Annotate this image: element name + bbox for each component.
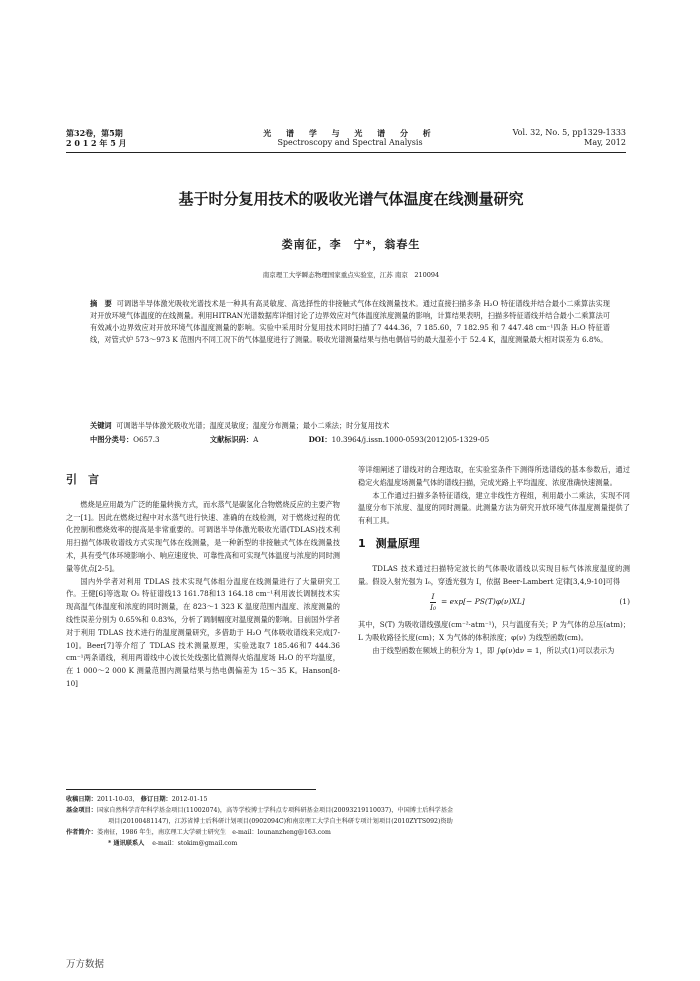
journal-name-cn: 光 谱 学 与 光 谱 分 析 (263, 128, 437, 138)
principle-paragraph-3: 由于线型函数在频域上的积分为 1，即 ∫φ(ν)dν = 1，所以式(1)可以表示为 (372, 645, 615, 655)
header-volume-line: 第32卷，第5期 (66, 128, 123, 138)
footnote-fund (66, 805, 632, 816)
equation-rhs: = exp[− PS(T)φ(ν)XL] (440, 597, 525, 607)
equation-fraction (428, 592, 438, 613)
watermark: 万方数据 (66, 959, 105, 970)
header-journal (230, 128, 470, 148)
footnote-fund-cont: 项目(20100481147)，江苏省博士后科研计划项目(0902094C)和南京理工大学自主科研专项计划项目(2010ZYTS092)资助 (108, 818, 453, 825)
intro-paragraph-3: 本工作通过扫描多条特征谱线，建立非线性方程组，利用最小二乘法，实现不同温度分布下浓度、温度的同时测量。此测量方法为研究开放环境气体温度测量提供了有利工具。 (358, 490, 630, 526)
equation-number: (1) (619, 597, 630, 607)
section-1-heading (358, 538, 630, 551)
section-1-title: 测量原理 (375, 536, 420, 550)
clc-label: 中图分类号： (90, 435, 134, 444)
intro-paragraph-2: 国内外学者对利用 TDLAS 技术实现气体组分温度在线测量进行了大量研究工作。王健[6]等选取 O₂ 特征谱线13 161.78和13 164.18 cm⁻¹利用波长调制技术实现高温气体温度和浓度的同时测量，在 823～1 323 K 温度范围内温度、浓度测量的线性误差分别为 0.65%和 0.83%，分析了调制幅度对温度测量的影响。目前国外学者对于利用 TDLAS 技术进行的温度测量研究，多借助于 H₂O 气体吸收谱线来完成[7-10]。Beer[7]等介绍了 TDLAS 技术测量原理，实验选取7 185.46和7 444.36 cm⁻¹两条谱线，利用两谱线中心波长处线强比值测得火焰温度场 H₂O 的平均温度，在 1 000～2 000 K 测量范围内测量结果与热电偶偏差为 15～35 K。Hanson[8-10] (66, 576, 340, 688)
revised-label: 修订日期： (140, 796, 172, 803)
abstract-text: 可调谐半导体激光吸收光谱技术是一种具有高灵敏度、高选择性的非接触式气体在线测量技术。通过直接扫描多条 H₂O 特征谱线并结合最小二乘算法实现对开放环境气体温度的在线测量。利用HITRAN光谱数据库详细讨论了边界效应对气体温度浓度测量的影响，计算结果表明，扫描多特征谱线并结合最小二乘算法可有效减小边界效应对开放环境气体温度测量的影响。实验中采用时分复用技术同时扫描了7 444.36，7 185.60，7 182.95 和 7 447.48 cm⁻¹四条 H₂O 特征谱线，对管式炉 573～973 K 范围内不同工况下的气体温度进行了测量。吸收光谱测量结果与热电偶信号的最大温差小于 52.4 K，温度测量最大相对误差为 6.8%。 (90, 299, 610, 344)
journal-name-en: Spectroscopy and Spectral Analysis (277, 138, 423, 147)
equation-1 (358, 592, 630, 613)
abstract-label: 摘 要 (90, 299, 112, 308)
header-rule (66, 152, 626, 153)
corr-label: * 通讯联系人 (108, 840, 145, 847)
doc-code-label: 文献标识码： (209, 435, 254, 444)
left-column (66, 464, 340, 691)
doi-value: 10.3964/j.issn.1000-0593(2012)05-1329-05 (331, 435, 490, 444)
header-volume-cn (66, 128, 127, 148)
keywords (90, 420, 610, 432)
footnote-correspondence (66, 838, 632, 849)
fund-label: 基金项目： (66, 807, 97, 814)
abstract (90, 298, 610, 346)
author-label: 作者简介： (66, 829, 97, 836)
paper-authors: 娄南征，李 宁*，翁春生 (281, 238, 421, 251)
header-date-line: 2 0 1 2 年 5 月 (66, 138, 127, 148)
intro-paragraph-1: 燃烧是应用最为广泛的能量转换方式，而水蒸气是碳氢化合物燃烧反应的主要产物之一[1]。因此在燃烧过程中对水蒸气进行快速、准确的在线检测，对于燃烧过程的优化控制和燃烧效率的提高是非常重要的。可调谐半导体激光吸收光谱(TDLAS)技术利用扫描气体吸收谱线方式实现气体在线测量，是一种新型的非接触式气体在线测量技术，具有受气体环境影响小、响应速度快、可靠性高和可实现气体温度与浓度的同时测量等优点[2-5]。 (66, 499, 340, 573)
principle-paragraph-2: 其中，S(T) 为吸收谱线强度(cm⁻²·atm⁻¹)，只与温度有关；P 为气体的总压(atm)；L 为吸收路径长度(cm)；X 为气体的体积浓度；φ(ν) 为线型函数(cm)。 (358, 620, 630, 643)
corr-email: e-mail：stokim@gmail.com (152, 840, 238, 847)
principle-paragraph-1: TDLAS 技术通过扫描特定波长的气体吸收谱线以实现目标气体浓度温度的测量。假设入射光强为 I₀，穿透光强为 I，依据 Beer-Lambert 定律[3,4,9-10]可得 (358, 563, 630, 586)
received-date: 2011-10-03， (96, 796, 139, 803)
header-volume-en-line: Vol. 32, No. 5, pp1329-1333 (512, 128, 626, 137)
clc-value: O657.3 (133, 435, 160, 444)
fund-text-1: 国家自然科学青年科学基金项目(11002074)，高等学校博士学科点专项科研基金项目(20093219110037)，中国博士后科学基金 (96, 807, 454, 814)
right-column (358, 464, 630, 658)
footnotes (66, 794, 632, 849)
paper-title: 基于时分复用技术的吸收光谱气体温度在线测量研究 (178, 190, 524, 208)
intro-paragraph-cont: 等详细阐述了谱线对的合理选取，在实验室条件下测得所选谱线的基本参数后，通过稳定火焰温度场测量气体的谱线扫描，完成光路上平均温度、浓度准确快速测量。 (358, 465, 630, 487)
footnote-author (66, 827, 632, 838)
paper-affiliation: 南京理工大学瞬态物理国家重点实验室，江苏 南京 210094 (262, 271, 440, 279)
intro-heading: 引 言 (66, 473, 99, 486)
footnote-dates (66, 794, 632, 805)
doi-label: DOI： (308, 435, 332, 444)
keywords-label: 关键词 (90, 421, 112, 430)
equation-denominator: I₀ (430, 603, 436, 613)
doc-code-value: A (253, 435, 259, 444)
author-info: 娄南征，1986 年生，南京理工大学硕士研究生 e-mail：lounanzheng@163.com (96, 829, 331, 836)
received-label: 收稿日期： (66, 796, 97, 803)
classification-line (90, 434, 610, 446)
header-volume-en (513, 128, 626, 148)
equation-numerator: I (431, 592, 435, 602)
footnote-rule (66, 789, 316, 790)
revised-date: 2012-01-15 (171, 796, 208, 803)
section-1-number: 1 (358, 536, 366, 550)
header-date-en-line: May, 2012 (584, 138, 626, 147)
keywords-text: 可调谐半导体激光吸收光谱；温度灵敏度；温度分布测量；最小二乘法；时分复用技术 (116, 421, 390, 430)
